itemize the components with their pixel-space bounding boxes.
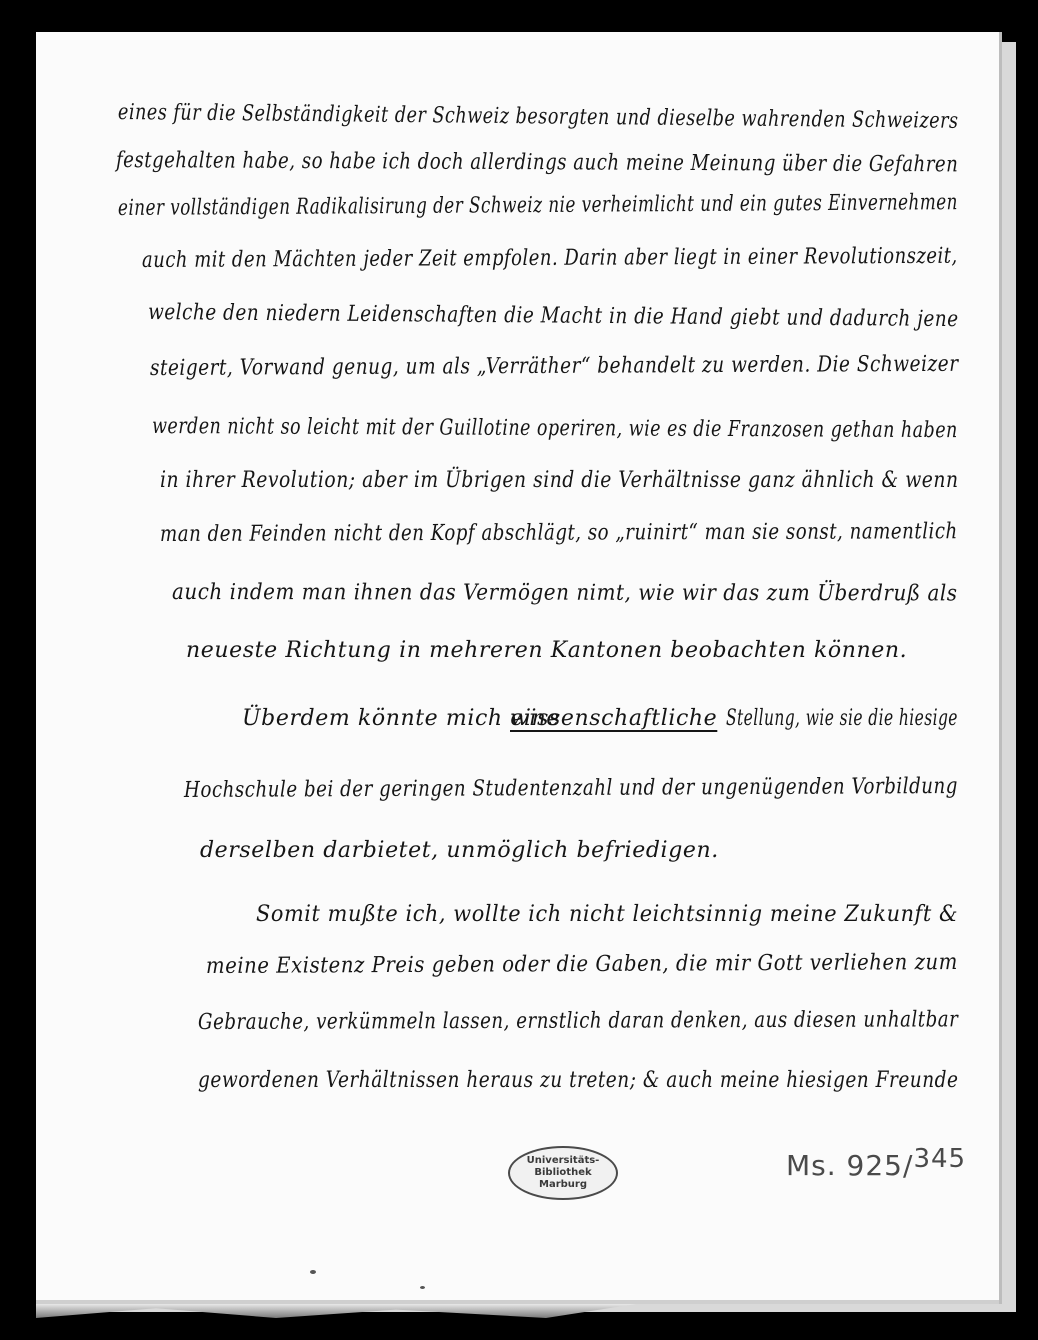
letter-line: Somit mußte ich, wollte ich nicht leichtsinnig meine Zukunft & bbox=[256, 902, 959, 927]
stamp-text: Universitäts- bbox=[526, 1155, 600, 1166]
shelfmark-base: Ms. 925/ bbox=[786, 1149, 914, 1182]
stamp-text: Marburg bbox=[539, 1179, 587, 1190]
letter-line: Überdem könnte mich eine bbox=[242, 706, 560, 731]
letter-line: eines für die Selbständigkeit der Schweiz besorgten und dieselbe wahrenden Schweizers bbox=[117, 100, 959, 134]
speck bbox=[310, 1270, 316, 1274]
letter-line: steigert, Vorwand genug, um als „Verräther“ behandelt zu werden. Die Schweizer bbox=[149, 351, 959, 381]
shelfmark-folio: 345 bbox=[913, 1144, 967, 1174]
shelfmark bbox=[786, 1144, 966, 1182]
letter-line: Hochschule bei der geringen Studentenzahl und der ungenügenden Vorbildung bbox=[183, 773, 959, 803]
letter-line: welche den niedern Leidenschaften die Macht in die Hand giebt und dadurch jene bbox=[147, 300, 959, 333]
library-stamp bbox=[508, 1146, 618, 1200]
letter-line: neueste Richtung in mehreren Kantonen beobachten können. bbox=[186, 638, 908, 663]
letter-line: festgehalten habe, so habe ich doch allerdings auch meine Meinung über die Gefahren bbox=[115, 148, 959, 178]
letter-line: derselben darbietet, unmöglich befriedigen. bbox=[200, 838, 719, 863]
letter-line: in ihrer Revolution; aber im Übrigen sind die Verhältnisse ganz ähnlich & wenn bbox=[160, 468, 959, 493]
letter-line: Gebrauche, verkümmeln lassen, ernstlich daran denken, aus diesen unhaltbar bbox=[197, 1007, 959, 1035]
letter-line: meine Existenz Preis geben oder die Gaben, die mir Gott verliehen zum bbox=[205, 950, 958, 979]
underlined-word-text: wissenschaftliche bbox=[510, 706, 718, 731]
letter-line: auch mit den Mächten jeder Zeit empfolen. Darin aber liegt in einer Revolutionszeit, bbox=[141, 243, 958, 273]
speck bbox=[420, 1286, 425, 1289]
letter-line: man den Feinden nicht den Kopf abschlägt, so „ruinirt“ man sie sonst, namentlich bbox=[159, 519, 958, 547]
underlined-word bbox=[510, 708, 717, 730]
letter-line: einer vollständigen Radikalisirung der Schweiz nie verheimlicht und ein gutes Einvernehmen bbox=[117, 190, 958, 221]
stamp-text: Bibliothek bbox=[534, 1167, 592, 1178]
letter-line: auch indem man ihnen das Vermögen nimt, wie wir das zum Überdruß als bbox=[171, 580, 958, 607]
letter-line: gewordenen Verhältnissen heraus zu treten; & auch meine hiesigen Freunde bbox=[198, 1068, 959, 1093]
letter-line: werden nicht so leicht mit der Guillotine operiren, wie es die Franzosen gethan haben bbox=[151, 414, 958, 444]
letter-line: Stellung, wie sie die hiesige bbox=[726, 706, 958, 731]
